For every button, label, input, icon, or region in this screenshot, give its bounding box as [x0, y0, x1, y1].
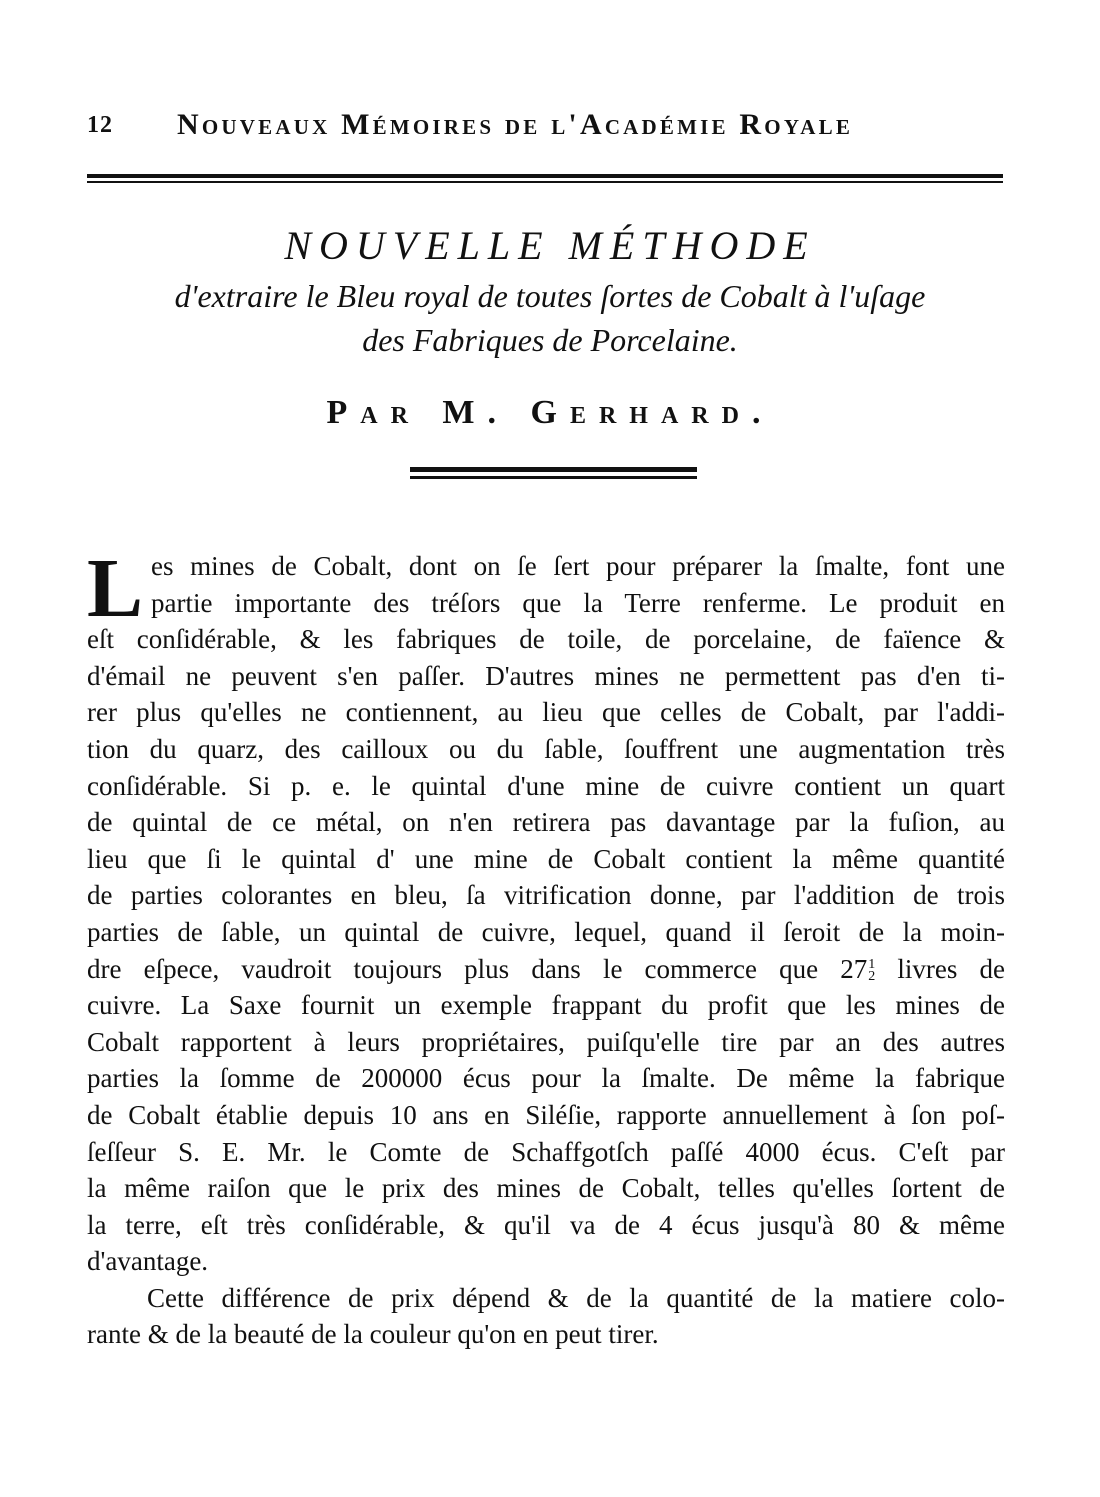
header-rule-thick	[87, 174, 1003, 178]
body-line: Cette différence de prix dépend & de la quantité de la matiere colo-	[147, 1282, 1005, 1313]
body-line: conſidérable. Si p. e. le quintal d'une mine de cuivre contient un quart	[87, 770, 1005, 801]
fraction-numerator: 1	[868, 957, 876, 973]
body-line: parties de ſable, un quintal de cuivre, lequel, quand il ſeroit de la moin-	[87, 916, 1005, 947]
article-title: NOUVELLE MÉTHODE	[284, 223, 816, 268]
body-line-text-after: livres de	[875, 953, 1005, 984]
body-line: d'émail ne peuvent s'en paſſer. D'autres mines ne permettent pas d'en ti-	[87, 660, 1005, 691]
body-line: rante & de la beauté de la couleur qu'on en peut tirer.	[87, 1319, 659, 1350]
body-line: rer plus qu'elles ne contiennent, au lieu que celles de Cobalt, par l'addi-	[87, 697, 1005, 728]
ornament-rule-thin	[410, 476, 697, 479]
article-author: Par M. Gerhard.	[326, 394, 774, 431]
body-line: d'avantage.	[87, 1246, 209, 1277]
article-title-block	[80, 222, 1020, 362]
body-line-text-before: dre eſpece, vaudroit toujours plus dans le commerce que 27	[87, 953, 868, 984]
header-rule-thin	[87, 181, 1003, 183]
body-line: de parties colorantes en bleu, ſa vitrification donne, par l'addition de trois	[87, 880, 1005, 911]
running-head-title: Nouveaux Mémoires de l'Académie Royale	[177, 108, 854, 141]
body-line: es mines de Cobalt, dont on ſe ſert pour préparer la ſmalte, font une	[151, 551, 1005, 581]
ornamental-double-rule	[410, 467, 697, 483]
article-subtitle-line-1: d'extraire le Bleu royal de toutes ſortes de Cobalt à l'uſage	[174, 278, 926, 314]
fraction-denominator: 2	[868, 969, 876, 985]
body-line: eſt conſidérable, & les fabriques de toile, de porcelaine, de faïence &	[87, 624, 1005, 655]
body-line: la terre, eſt très conſidérable, & qu'il va de 4 écus jusqu'à 80 & même	[87, 1209, 1005, 1240]
ornament-rule-thick	[410, 467, 697, 472]
running-head	[87, 108, 1002, 152]
body-line: la même raiſon que le prix des mines de Cobalt, telles qu'elles ſortent de	[87, 1173, 1005, 1204]
body-line: cuivre. La Saxe fournit un exemple frappant du profit que les mines de	[87, 990, 1005, 1021]
body-line: de quintal de ce métal, on n'en retirera pas davantage par la fuſion, au	[87, 807, 1005, 838]
body-line-with-fraction	[87, 951, 1005, 988]
body-line: ſeſſeur S. E. Mr. le Comte de Schaffgotſch paſſé 4000 écus. C'eſt par	[87, 1136, 1005, 1167]
body-line: partie importante des tréſors que la Terre renferme. Le produit en	[151, 587, 1005, 618]
page-number: 12	[87, 112, 113, 138]
body-line: Cobalt rapportent à leurs propriétaires, puiſqu'elle tire par an des autres	[87, 1026, 1005, 1057]
body-line: de Cobalt établie depuis 10 ans en Siléſie, rapporte annuellement à ſon poſ-	[87, 1099, 1005, 1130]
article-subtitle-line-2: des Fabriques de Porcelaine.	[362, 322, 738, 358]
body-text	[87, 542, 1005, 1353]
body-line: lieu que ſi le quintal d' une mine de Cobalt contient la même quantité	[87, 843, 1005, 874]
body-line: tion du quarz, des cailloux ou du ſable, ſouffrent une augmentation très	[87, 733, 1005, 764]
body-line: parties la ſomme de 200000 écus pour la ſmalte. De même la fabrique	[87, 1063, 1005, 1094]
header-double-rule	[87, 174, 1003, 184]
drop-cap: L	[87, 542, 144, 635]
